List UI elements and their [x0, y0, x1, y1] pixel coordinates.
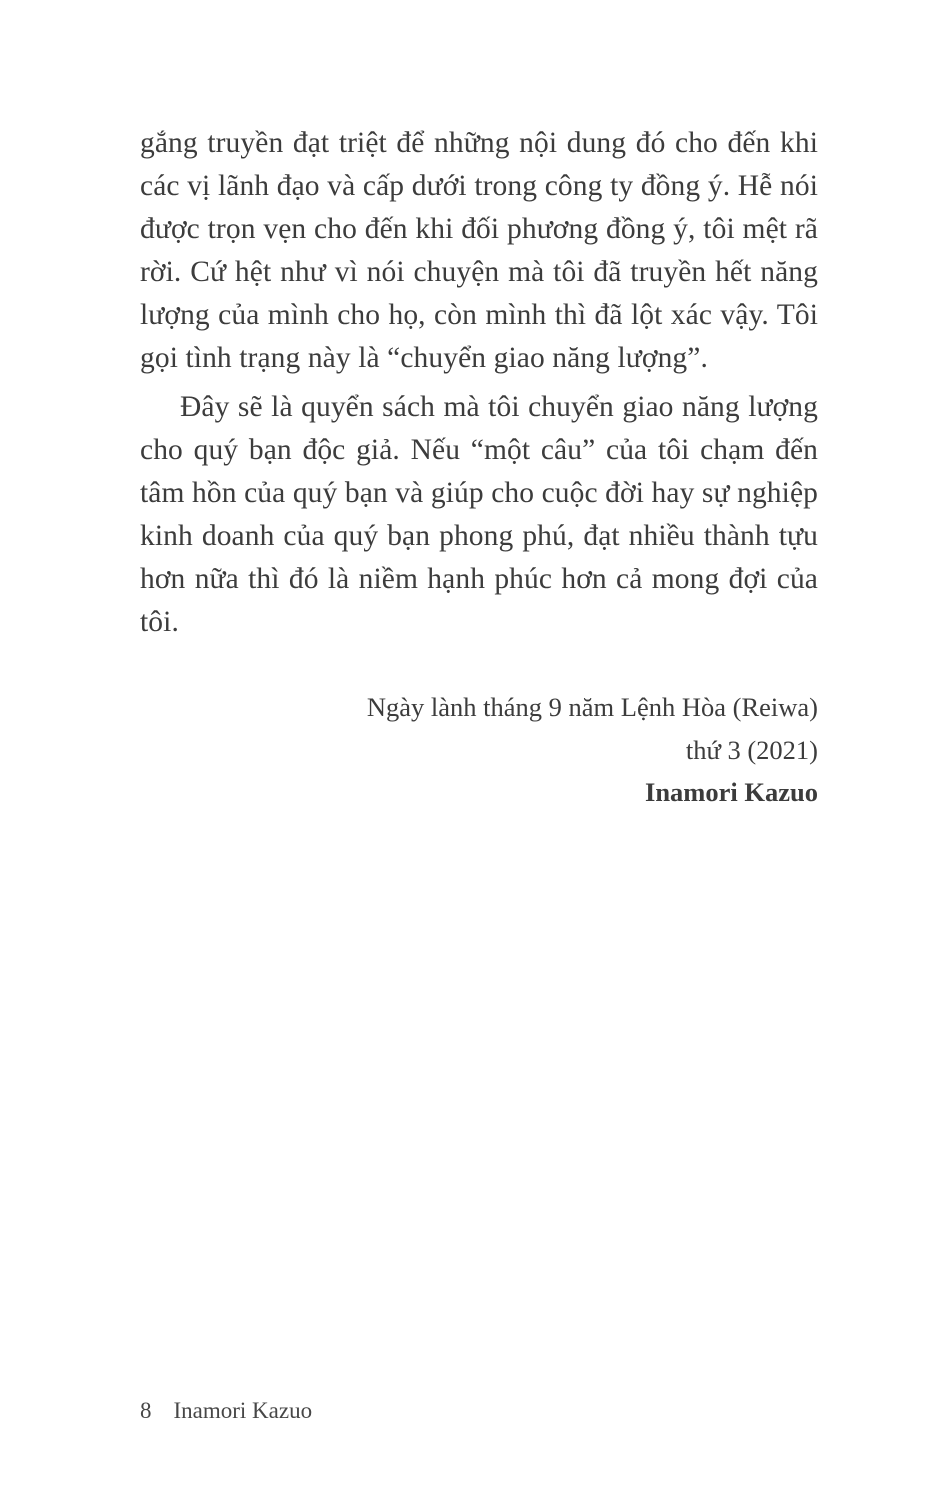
body-paragraph-2: Đây sẽ là quyển sách mà tôi chuyển giao năng lượng cho quý bạn độc giả. Nếu “một câu” của tôi chạm đến tâm hồn của quý bạn và giúp cho cuộc đời hay sự nghiệp kinh doanh của quý bạn phong phú, đạt nhiều thành tựu hơn nữa thì đó là niềm hạnh phúc hơn cả mong đợi của tôi. — [140, 391, 818, 638]
signature-date-line-1: Ngày lành tháng 9 năm Lệnh Hòa (Reiwa) — [366, 692, 818, 722]
page-footer — [140, 1396, 312, 1426]
page-number: 8 — [140, 1398, 152, 1423]
text-block — [140, 122, 818, 814]
signature-date-line-2: thứ 3 (2021) — [685, 734, 818, 765]
body-paragraph-1: gắng truyền đạt triệt để những nội dung đó cho đến khi các vị lãnh đạo và cấp dưới trong công ty đồng ý. Hễ nói được trọn vẹn cho đến khi đối phương đồng ý, tôi mệt rã rời. Cứ hệt như vì nói chuyện mà tôi đã truyền hết năng lượng của mình cho họ, còn mình thì đã lột xác vậy. Tôi gọi tình trạng này là “chuyển giao năng lượng”. — [140, 127, 818, 374]
signature-block — [140, 686, 818, 814]
signature-author: Inamori Kazuo — [645, 777, 818, 807]
running-title: Inamori Kazuo — [173, 1398, 313, 1423]
